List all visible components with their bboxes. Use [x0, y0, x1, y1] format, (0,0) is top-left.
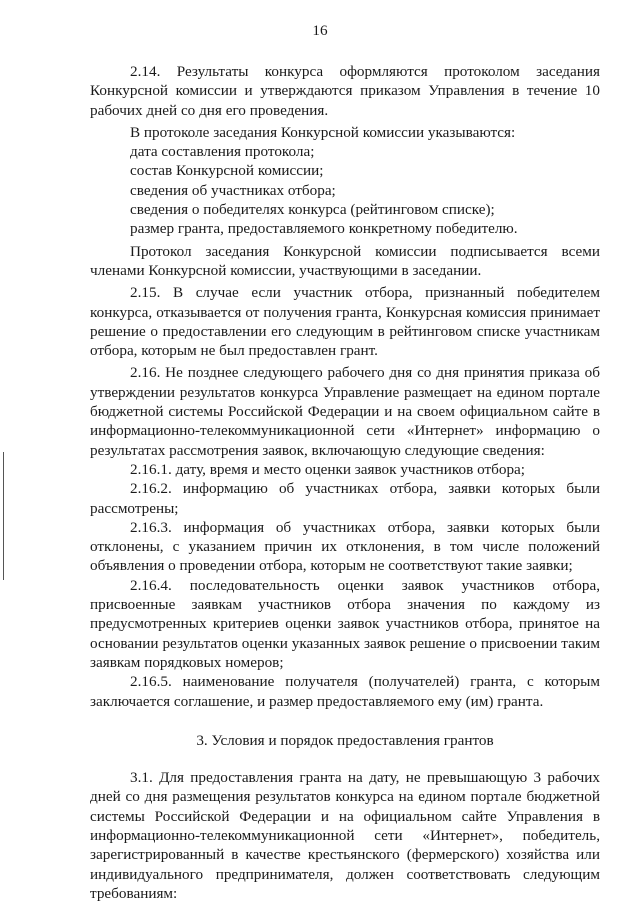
paragraph-2-16-4: 2.16.4. последовательность оценки заявок участников отбора, присвоенные заявкам участников отбора значения по каждому из предусмотренных критериев оценки заявок участников отбора, принятое на основании результатов оценки указанных заявок решение о присвоении таким заявкам порядковых номеров; [90, 576, 600, 671]
paragraph-2-16-1: 2.16.1. дату, время и место оценки заявок участников отбора; [130, 460, 525, 478]
list-item: дата составления протокола; [130, 143, 315, 161]
protocol-signing-paragraph: Протокол заседания Конкурсной комиссии подписывается всеми членами Конкурсной комиссии, участвующими в заседании. [90, 242, 600, 279]
paragraph-2-15: 2.15. В случае если участник отбора, признанный победителем конкурса, отказывается от получения гранта, Конкурсная комиссия принимает решение о предоставлении его следующим в рейтинговом списке участникам отбора, которым не был предоставлен грант. [90, 284, 600, 360]
paragraph-2-14: 2.14. Результаты конкурса оформляются протоколом заседания Конкурсной комиссии и утверждаются приказом Управления в течение 10 рабочих дней со дня его проведения. [90, 63, 600, 119]
list-item: размер гранта, предоставляемого конкретному победителю. [130, 220, 518, 238]
list-item: состав Конкурсной комиссии; [130, 162, 324, 180]
page-number: 16 [312, 22, 328, 39]
paragraph-2-16: 2.16. Не позднее следующего рабочего дня со дня принятия приказа об утверждении результатов конкурса Управление размещает на едином портале бюджетной системы Российской Федерации и на своем официальном сайте в информационно-телекоммуникационной сети «Интернет» информацию о результатах рассмотрения заявок, включающую следующие сведения: [90, 364, 600, 459]
scan-edge-line [3, 452, 4, 580]
paragraph-3-1: 3.1. Для предоставления гранта на дату, не превышающую 3 рабочих дней со дня размещения результатов конкурса на едином портале бюджетной системы Российской Федерации и на официальном сайте Управления в информационно-телекоммуникационной сети «Интернет», победитель, зарегистрированный в качестве крестьянского (фермерского) хозяйства или индивидуального предпринимателя, должен соответствовать следующим требованиям: [90, 769, 600, 902]
section-heading: 3. Условия и порядок предоставления грантов [196, 731, 494, 749]
protocol-contents-intro: В протоколе заседания Конкурсной комиссии указываются: [130, 123, 516, 141]
paragraph-2-16-3: 2.16.3. информация об участниках отбора, заявки которых были отклонены, с указанием причин их отклонения, в том числе положений объявления о проведении отбора, которым не соответствуют такие заявки; [90, 518, 600, 575]
paragraph-2-16-5: 2.16.5. наименование получателя (получателей) гранта, с которым заключается соглашение, и размер предоставляемого ему (им) гранта. [90, 673, 600, 710]
paragraph-2-16-2: 2.16.2. информацию об участниках отбора, заявки которых были рассмотрены; [90, 480, 600, 517]
list-item: сведения об участниках отбора; [130, 181, 336, 199]
document-body [90, 62, 600, 903]
list-item: сведения о победителях конкурса (рейтинговом списке); [130, 201, 495, 219]
